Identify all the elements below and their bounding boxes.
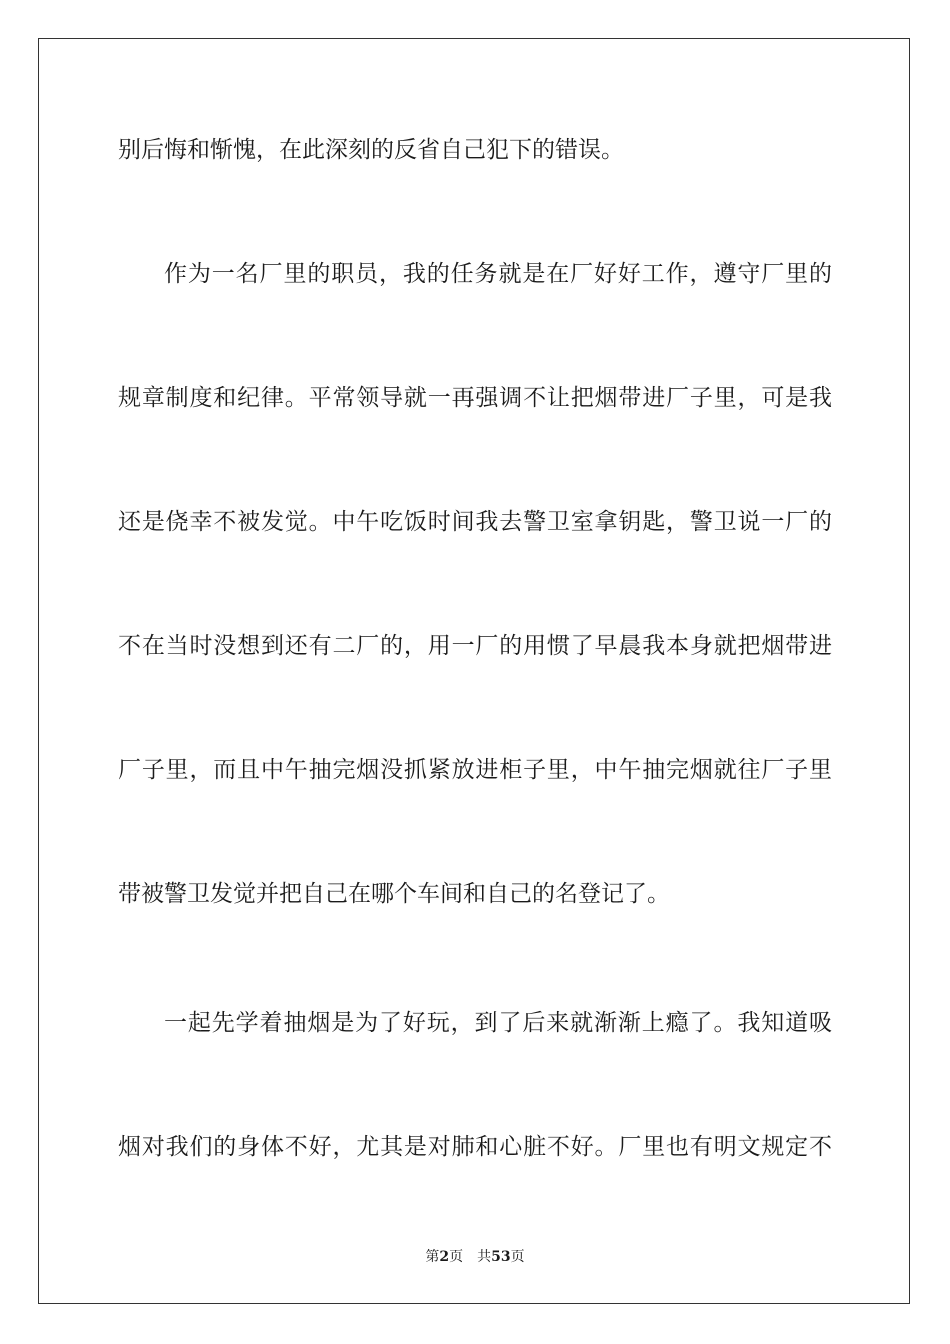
page-prefix: 第 — [425, 1249, 440, 1265]
paragraph-line-9: 烟对我们的身体不好，尤其是对肺和心脏不好。厂里也有明文规定不 — [118, 1134, 832, 1160]
paragraph-line-3: 规章制度和纪律。平常领导就一再强调不让把烟带进厂子里，可是我 — [118, 385, 832, 411]
page-suffix: 页 — [449, 1249, 464, 1265]
page-footer — [0, 1247, 950, 1267]
total-suffix: 页 — [510, 1249, 525, 1265]
paragraph-line-6: 厂子里，而且中午抽完烟没抓紧放进柜子里，中午抽完烟就往厂子里 — [118, 757, 832, 783]
paragraph-line-7: 带被警卫发觉并把自己在哪个车间和自己的名登记了。 — [118, 881, 670, 907]
paragraph-line-8: 一起先学着抽烟是为了好玩，到了后来就渐渐上瘾了。我知道吸 — [164, 1010, 832, 1036]
paragraph-line-4: 还是侥幸不被发觉。中午吃饭时间我去警卫室拿钥匙，警卫说一厂的 — [118, 509, 832, 535]
total-prefix: 共 — [477, 1249, 492, 1265]
paragraph-line-2: 作为一名厂里的职员，我的任务就是在厂好好工作，遵守厂里的 — [164, 261, 832, 287]
total-pages: 53 — [491, 1249, 511, 1265]
paragraph-line-5: 不在当时没想到还有二厂的，用一厂的用惯了早晨我本身就把烟带进 — [118, 633, 832, 659]
page-border — [38, 38, 910, 1304]
page-number: 2 — [439, 1249, 450, 1265]
paragraph-line-1: 别后悔和惭愧，在此深刻的反省自己犯下的错误。 — [118, 137, 624, 163]
